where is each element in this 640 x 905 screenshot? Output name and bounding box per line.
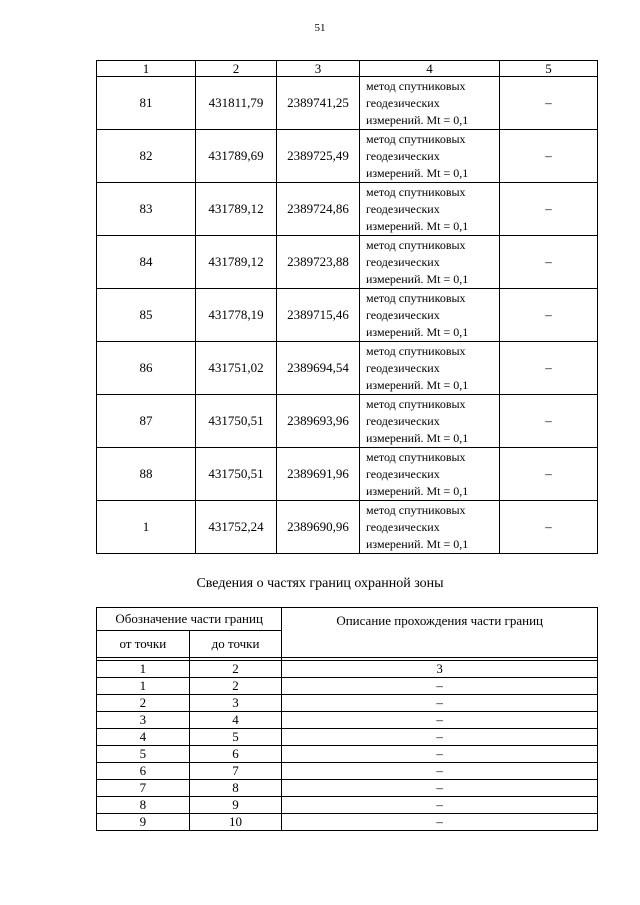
description-cell: – xyxy=(282,814,598,831)
table-row xyxy=(97,695,598,712)
table-row xyxy=(97,678,598,695)
x-coordinate-cell: 431811,79 xyxy=(196,77,277,130)
section-title: Сведения о частях границ охранной зоны xyxy=(196,576,444,591)
point-cell: 88 xyxy=(97,448,196,501)
column-header: 5 xyxy=(500,61,598,77)
numbering-row xyxy=(97,661,598,678)
table-row xyxy=(97,814,598,831)
point-cell: 83 xyxy=(97,183,196,236)
coordinates-table xyxy=(96,60,598,554)
table-row xyxy=(97,448,598,501)
description-cell: – xyxy=(282,746,598,763)
y-coordinate-cell: 2389724,86 xyxy=(277,183,360,236)
from-point-cell: 9 xyxy=(97,814,190,831)
y-coordinate-cell: 2389725,49 xyxy=(277,130,360,183)
from-point-cell: 8 xyxy=(97,797,190,814)
x-coordinate-cell: 431752,24 xyxy=(196,501,277,554)
y-coordinate-cell: 2389691,96 xyxy=(277,448,360,501)
method-line: метод спутниковых xyxy=(366,78,466,93)
from-point-cell: 4 xyxy=(97,729,190,746)
from-point-cell: 7 xyxy=(97,780,190,797)
numbering-cell: 3 xyxy=(282,661,598,678)
numbering-cell: 1 xyxy=(97,661,190,678)
table-row xyxy=(97,746,598,763)
method-cell xyxy=(360,289,500,342)
x-coordinate-cell: 431778,19 xyxy=(196,289,277,342)
description-header: Описание прохождения части границ xyxy=(282,608,598,658)
note-cell: – xyxy=(500,395,598,448)
to-point-cell: 8 xyxy=(189,780,282,797)
point-cell: 84 xyxy=(97,236,196,289)
method-line: геодезических xyxy=(366,95,440,110)
from-point-header: от точки xyxy=(97,631,190,658)
method-line: геодезических xyxy=(366,519,440,534)
description-cell: – xyxy=(282,729,598,746)
boundary-parts-table xyxy=(96,607,598,831)
point-cell: 87 xyxy=(97,395,196,448)
to-point-cell: 6 xyxy=(189,746,282,763)
y-coordinate-cell: 2389741,25 xyxy=(277,77,360,130)
method-cell xyxy=(360,77,500,130)
column-header: 1 xyxy=(97,61,196,77)
column-header: 2 xyxy=(196,61,277,77)
point-cell: 82 xyxy=(97,130,196,183)
method-line: геодезических xyxy=(366,413,440,428)
x-coordinate-cell: 431750,51 xyxy=(196,448,277,501)
method-line: измерений. Mt = 0,1 xyxy=(366,377,469,392)
method-line: геодезических xyxy=(366,307,440,322)
method-line: геодезических xyxy=(366,466,440,481)
table-row xyxy=(97,780,598,797)
y-coordinate-cell: 2389715,46 xyxy=(277,289,360,342)
numbering-cell: 2 xyxy=(189,661,282,678)
method-line: измерений. Mt = 0,1 xyxy=(366,218,469,233)
parts-header-row xyxy=(97,608,598,631)
method-line: геодезических xyxy=(366,254,440,269)
to-point-cell: 2 xyxy=(189,678,282,695)
method-cell xyxy=(360,130,500,183)
method-line: измерений. Mt = 0,1 xyxy=(366,271,469,286)
description-cell: – xyxy=(282,678,598,695)
table-row xyxy=(97,183,598,236)
page-number: 51 xyxy=(314,22,326,34)
method-line: измерений. Mt = 0,1 xyxy=(366,536,469,551)
to-point-header: до точки xyxy=(189,631,282,658)
point-cell: 85 xyxy=(97,289,196,342)
x-coordinate-cell: 431789,69 xyxy=(196,130,277,183)
coordinates-header-row xyxy=(97,61,598,77)
method-cell xyxy=(360,342,500,395)
y-coordinate-cell: 2389690,96 xyxy=(277,501,360,554)
description-cell: – xyxy=(282,780,598,797)
note-cell: – xyxy=(500,501,598,554)
table-row xyxy=(97,797,598,814)
note-cell: – xyxy=(500,289,598,342)
method-line: геодезических xyxy=(366,201,440,216)
to-point-cell: 7 xyxy=(189,763,282,780)
description-cell: – xyxy=(282,695,598,712)
table-row xyxy=(97,712,598,729)
description-cell: – xyxy=(282,763,598,780)
method-line: метод спутниковых xyxy=(366,343,466,358)
method-line: измерений. Mt = 0,1 xyxy=(366,430,469,445)
table-row xyxy=(97,130,598,183)
table-row xyxy=(97,395,598,448)
column-header: 4 xyxy=(360,61,500,77)
method-cell xyxy=(360,448,500,501)
method-line: геодезических xyxy=(366,148,440,163)
from-point-cell: 1 xyxy=(97,678,190,695)
method-line: измерений. Mt = 0,1 xyxy=(366,165,469,180)
y-coordinate-cell: 2389723,88 xyxy=(277,236,360,289)
point-cell: 1 xyxy=(97,501,196,554)
to-point-cell: 3 xyxy=(189,695,282,712)
table-row xyxy=(97,501,598,554)
y-coordinate-cell: 2389693,96 xyxy=(277,395,360,448)
boundary-part-group-header: Обозначение части границ xyxy=(97,608,282,631)
method-cell xyxy=(360,236,500,289)
method-line: метод спутниковых xyxy=(366,184,466,199)
x-coordinate-cell: 431789,12 xyxy=(196,183,277,236)
x-coordinate-cell: 431789,12 xyxy=(196,236,277,289)
method-line: метод спутниковых xyxy=(366,290,466,305)
note-cell: – xyxy=(500,77,598,130)
table-row xyxy=(97,289,598,342)
method-line: метод спутниковых xyxy=(366,449,466,464)
method-line: метод спутниковых xyxy=(366,237,466,252)
method-cell xyxy=(360,395,500,448)
method-cell xyxy=(360,183,500,236)
table-row xyxy=(97,342,598,395)
to-point-cell: 9 xyxy=(189,797,282,814)
method-line: метод спутниковых xyxy=(366,502,466,517)
x-coordinate-cell: 431750,51 xyxy=(196,395,277,448)
note-cell: – xyxy=(500,448,598,501)
x-coordinate-cell: 431751,02 xyxy=(196,342,277,395)
point-cell: 81 xyxy=(97,77,196,130)
note-cell: – xyxy=(500,130,598,183)
description-cell: – xyxy=(282,712,598,729)
note-cell: – xyxy=(500,342,598,395)
from-point-cell: 2 xyxy=(97,695,190,712)
y-coordinate-cell: 2389694,54 xyxy=(277,342,360,395)
method-line: измерений. Mt = 0,1 xyxy=(366,483,469,498)
from-point-cell: 5 xyxy=(97,746,190,763)
from-point-cell: 6 xyxy=(97,763,190,780)
table-row xyxy=(97,236,598,289)
method-cell xyxy=(360,501,500,554)
point-cell: 86 xyxy=(97,342,196,395)
to-point-cell: 5 xyxy=(189,729,282,746)
column-header: 3 xyxy=(277,61,360,77)
method-line: метод спутниковых xyxy=(366,396,466,411)
table-row xyxy=(97,763,598,780)
to-point-cell: 4 xyxy=(189,712,282,729)
note-cell: – xyxy=(500,183,598,236)
description-cell: – xyxy=(282,797,598,814)
from-point-cell: 3 xyxy=(97,712,190,729)
to-point-cell: 10 xyxy=(189,814,282,831)
method-line: метод спутниковых xyxy=(366,131,466,146)
table-row xyxy=(97,77,598,130)
method-line: измерений. Mt = 0,1 xyxy=(366,324,469,339)
method-line: геодезических xyxy=(366,360,440,375)
note-cell: – xyxy=(500,236,598,289)
method-line: измерений. Mt = 0,1 xyxy=(366,112,469,127)
table-row xyxy=(97,729,598,746)
